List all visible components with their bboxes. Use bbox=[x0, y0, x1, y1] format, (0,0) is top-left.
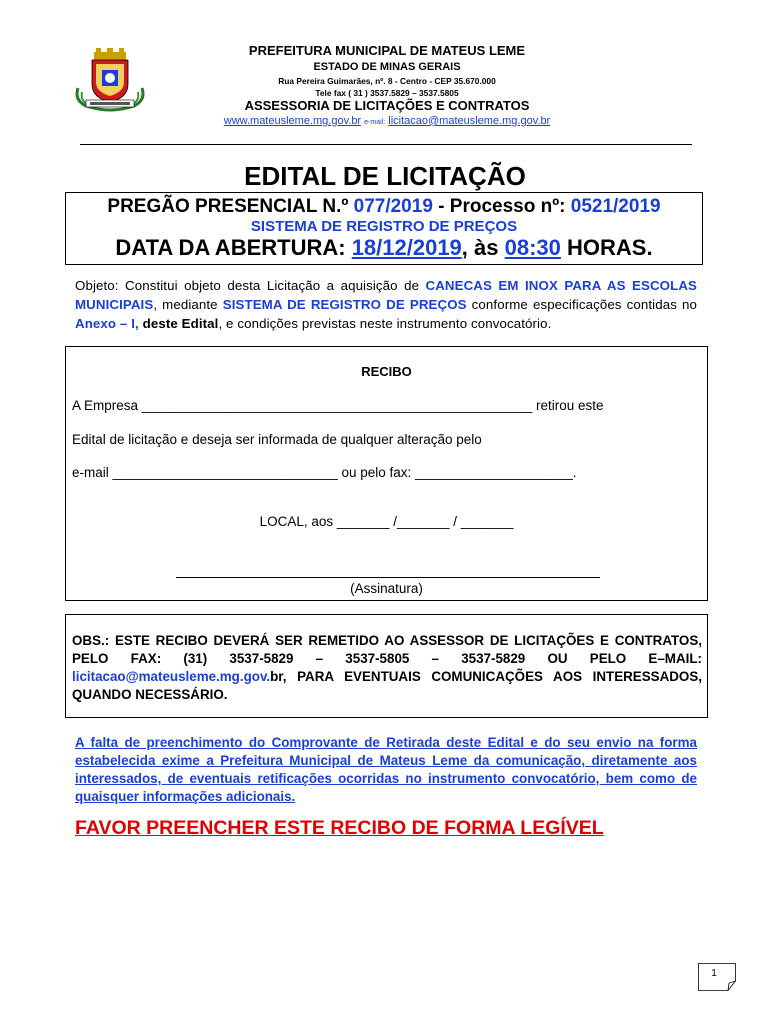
observation-box bbox=[65, 614, 708, 718]
receipt-place-date-field[interactable]: LOCAL, aos _______ /_______ / _______ bbox=[259, 514, 514, 529]
objeto-p2: , mediante bbox=[153, 297, 223, 312]
abertura-suffix: HORAS. bbox=[560, 235, 653, 260]
header-office: ASSESSORIA DE LICITAÇÕES E CONTRATOS bbox=[244, 98, 530, 113]
abertura-prefix: DATA DA ABERTURA: bbox=[115, 235, 352, 260]
pregao-number: 077/2019 bbox=[353, 196, 433, 217]
object-paragraph bbox=[75, 276, 697, 333]
header-divider bbox=[80, 144, 692, 145]
header-municipality: PREFEITURA MUNICIPAL DE MATEUS LEME bbox=[248, 43, 526, 58]
abertura-time: 08:30 bbox=[504, 235, 561, 260]
header-phone: Tele fax ( 31 ) 3537.5829 – 3537.5805 bbox=[315, 88, 459, 98]
page-number-container bbox=[698, 963, 736, 991]
header-links bbox=[150, 115, 624, 127]
abertura-date: 18/12/2019 bbox=[351, 235, 462, 260]
website-link[interactable]: www.mateusleme.mg.gov.br bbox=[223, 115, 362, 127]
objeto-anexo: Anexo – I, bbox=[75, 316, 139, 331]
receipt-company-field[interactable]: A Empresa ____________________________________________________ retirou este bbox=[72, 398, 604, 413]
srp-subtitle: SISTEMA DE REGISTRO DE PREÇOS bbox=[250, 218, 518, 235]
email-link[interactable]: licitacao@mateusleme.mg.gov.br bbox=[388, 115, 551, 127]
receipt-email-fax-field[interactable]: e-mail ______________________________ ou pelo fax: _____________________. bbox=[72, 465, 577, 480]
objeto-p4: deste Edital bbox=[138, 316, 219, 331]
objeto-p1: Objeto: Constitui objeto desta Licitação a aquisição de bbox=[75, 278, 426, 293]
receipt-title: RECIBO bbox=[361, 364, 412, 379]
receipt-box bbox=[65, 346, 708, 601]
receipt-notice-text: Edital de licitação e deseja ser informada de qualquer alteração pelo bbox=[72, 432, 482, 447]
document-title: EDITAL DE LICITAÇÃO bbox=[244, 161, 526, 191]
email-label: e-mail: bbox=[364, 119, 386, 126]
bidding-info-box bbox=[65, 192, 703, 265]
pregao-prefix: PREGÃO PRESENCIAL N.º bbox=[107, 196, 354, 217]
objeto-srp: SISTEMA DE REGISTRO DE PREÇOS bbox=[222, 297, 467, 312]
warning-paragraph: A falta de preenchimento do Comprovante de Retirada deste Edital e do seu envio na forma estabelecida exime a Prefeitura Municipal de Mateus Leme da comunicação, diretamente aos interessados, de eventuais retificações ocorridas no instrumento convocatório, bem como de quaisquer informações adicionais. bbox=[75, 735, 697, 804]
header-address: Rua Pereira Guimarães, nº. 8 - Centro - CEP 35.670.000 bbox=[278, 76, 496, 86]
objeto-p3: conforme especificações contidas no bbox=[466, 297, 697, 312]
process-number: 0521/2019 bbox=[570, 196, 661, 217]
municipal-coat-of-arms-logo bbox=[72, 48, 148, 112]
abertura-middle: , às bbox=[461, 235, 505, 260]
objeto-item: CANECAS EM INOX PARA AS ESCOLAS MUNICIPAIS bbox=[75, 278, 697, 312]
objeto-p5: , e condições previstas neste instrumento convocatório. bbox=[218, 316, 552, 331]
fill-legibly-notice: FAVOR PREENCHER ESTE RECIBO DE FORMA LEGÍVEL bbox=[75, 817, 604, 839]
obs-email: licitacao@mateusleme.mg.gov. bbox=[72, 669, 271, 684]
pregao-middle: - Processo nº: bbox=[432, 196, 571, 217]
signature-label: (Assinatura) bbox=[350, 581, 423, 596]
signature-line[interactable] bbox=[176, 577, 600, 578]
observation-text bbox=[72, 632, 702, 704]
header-state: ESTADO DE MINAS GERAIS bbox=[313, 61, 461, 73]
obs-p2: br, PARA EVENTUAIS COMUNICAÇÕES AOS INTERESSADOS, QUANDO NECESSÁRIO. bbox=[72, 669, 702, 702]
opening-date-line bbox=[66, 235, 702, 261]
page-number: 1 bbox=[711, 968, 717, 979]
pregao-line bbox=[66, 196, 702, 218]
obs-p1: OBS.: ESTE RECIBO DEVERÁ SER REMETIDO AO ASSESSOR DE LICITAÇÕES E CONTRATOS, PELO FAX: (31) 3537-5829 – 3537-5805 – 3537-5829 OU PELO E–MAIL: bbox=[72, 633, 702, 666]
